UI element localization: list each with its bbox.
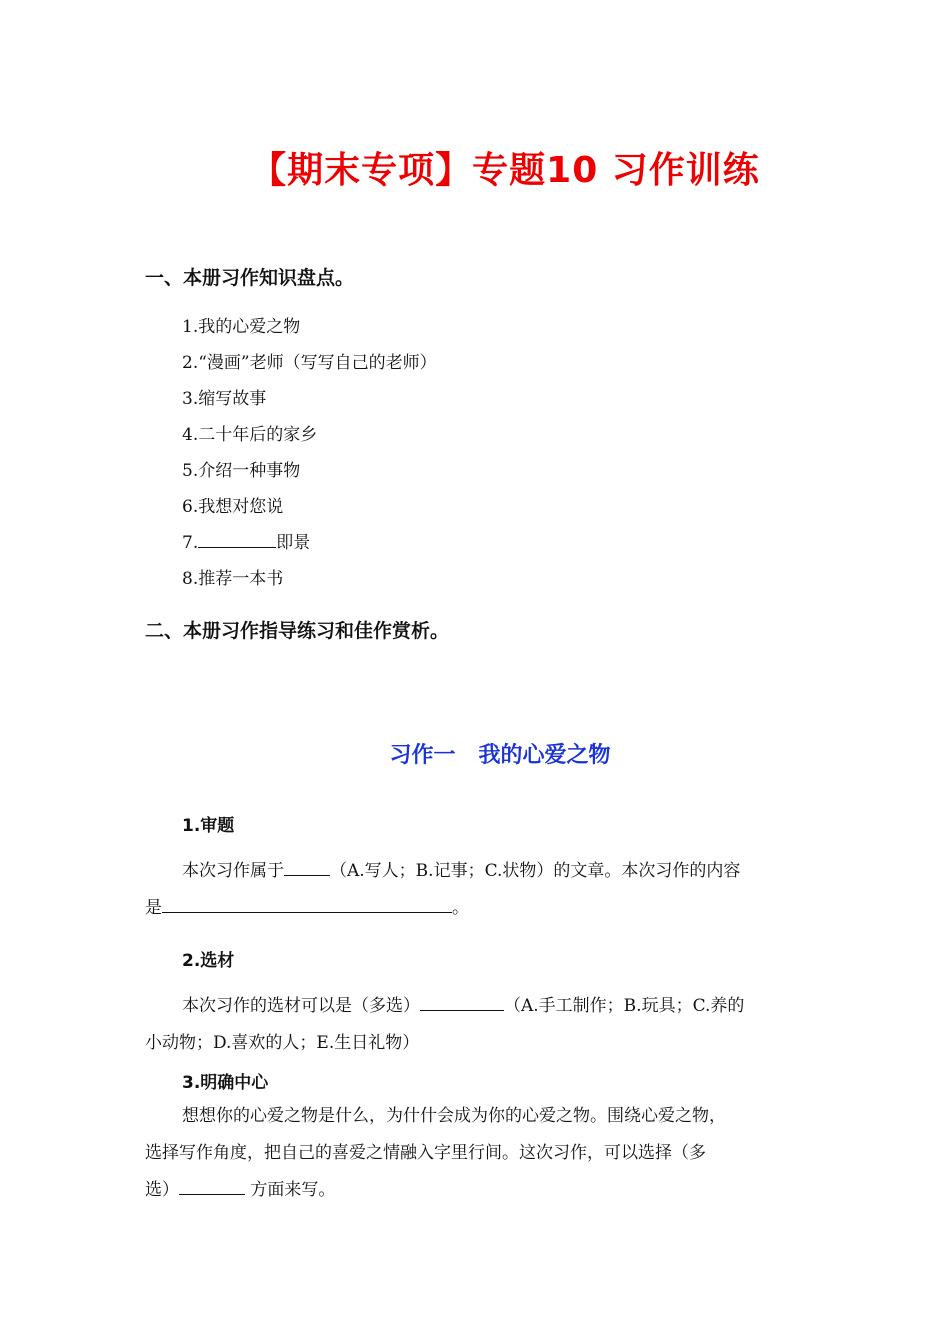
exercise-title: 习作一 我的心爱之物: [389, 743, 611, 768]
fill-blank: [162, 895, 452, 913]
list-item: 1.我的心爱之物: [182, 317, 301, 337]
paragraph-1: 本次习作属于 （A.写人；B.记事；C.状物）的文章。本次习作的内容 是 。: [145, 853, 810, 927]
step-heading-1: 1.审题: [182, 816, 235, 836]
list-item: 2.“漫画”老师（写写自己的老师）: [182, 353, 437, 373]
section-heading-2: 二、本册习作指导练习和佳作赏析。: [145, 620, 450, 642]
list-item: 8.推荐一本书: [182, 569, 284, 589]
list-item: 3.缩写故事: [182, 389, 267, 409]
step-heading-2: 2.选材: [182, 951, 235, 971]
fill-blank: [420, 993, 504, 1011]
paragraph-2: 本次习作的选材可以是（多选） （A.手工制作；B.玩具；C.养的 小动物；D.喜欢的人；E.生日礼物）: [145, 988, 810, 1062]
fill-blank: [198, 530, 276, 548]
list-item: 4.二十年后的家乡: [182, 425, 318, 445]
document-title: 【期末专项】专题10 习作训练: [250, 150, 760, 191]
topic-list: [182, 312, 437, 600]
paragraph-3: 想想你的心爱之物是什么，为什什会成为你的心爱之物。围绕心爱之物， 选择写作角度，把自己的喜爱之情融入字里行间。这次习作，可以选择（多 选） 方面来写。: [145, 1106, 726, 1200]
step-heading-3: 3.明确中心: [182, 1073, 269, 1093]
list-item: 5.介绍一种事物: [182, 461, 301, 481]
section-heading-1: 一、本册习作知识盘点。: [145, 267, 355, 289]
fill-blank: [284, 858, 330, 876]
list-item: 7. 即景: [182, 528, 437, 564]
list-item: 6.我想对您说: [182, 497, 284, 517]
fill-blank: [179, 1177, 245, 1195]
